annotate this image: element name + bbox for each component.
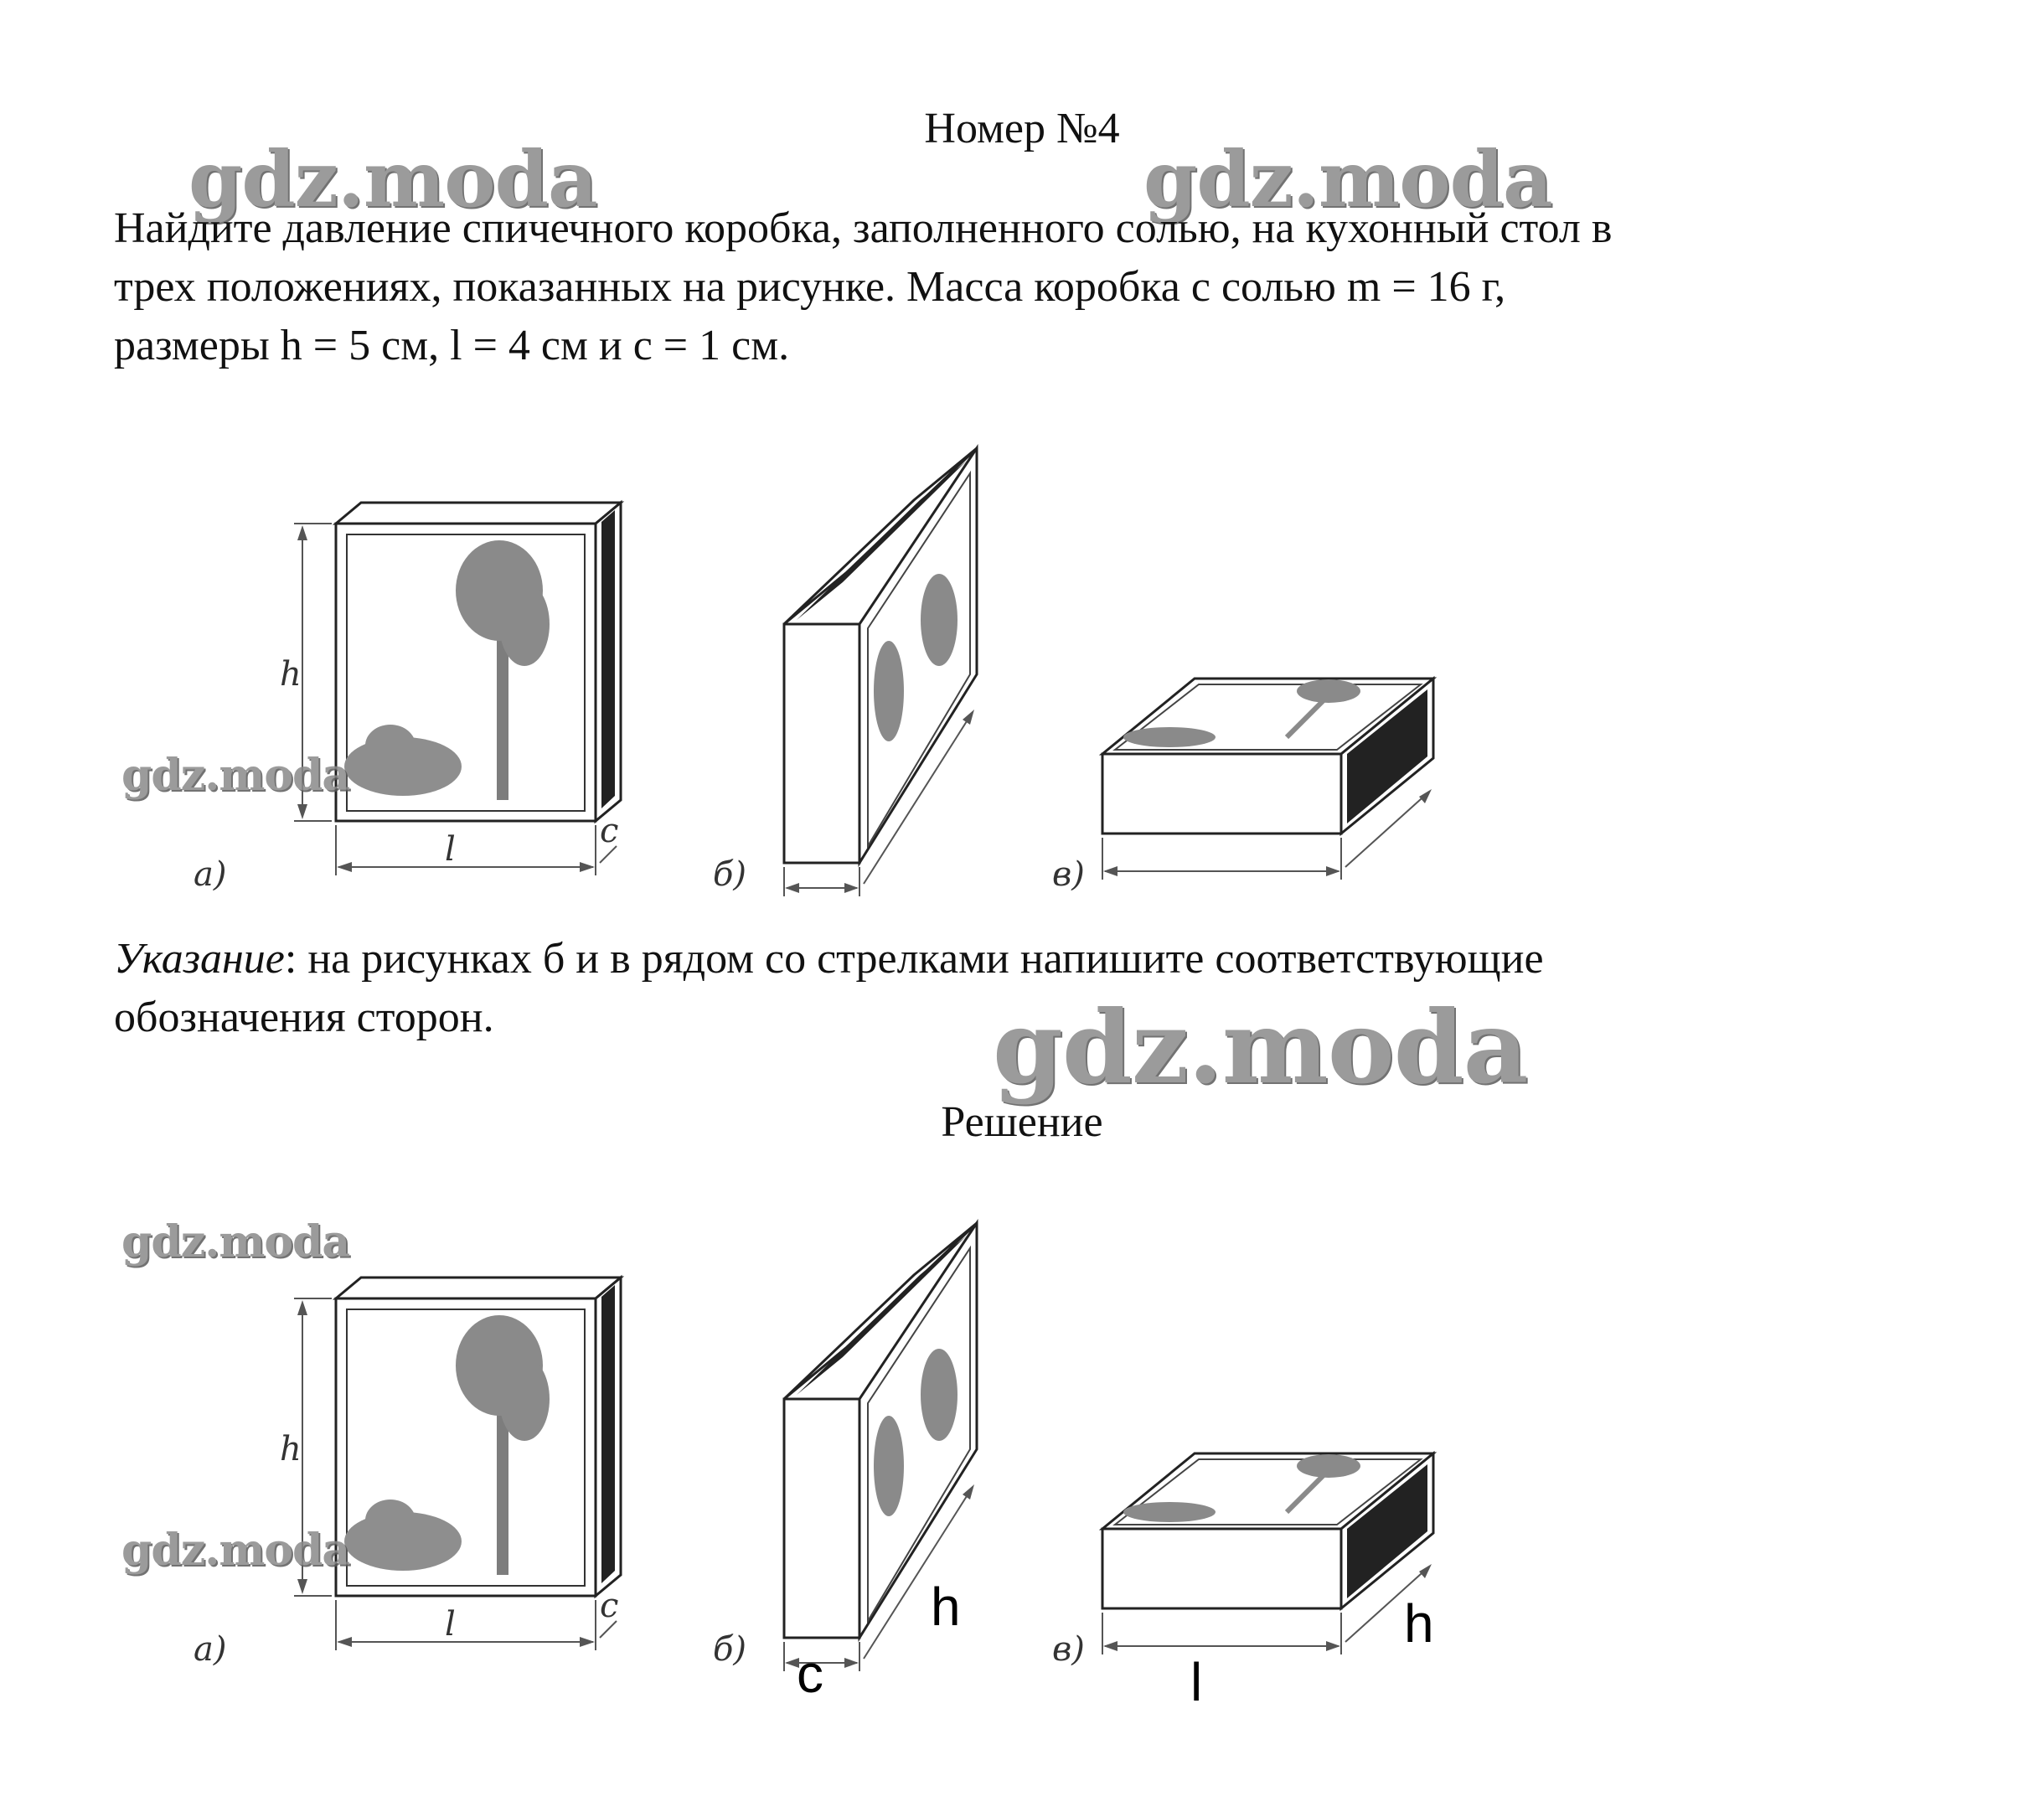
answer-b-bottom: c [797,1644,823,1701]
problem-figure [114,423,1521,926]
hint-line: : на рисунках б и в рядом со стрелками напишите соответствующие [284,935,1544,983]
watermark: gdz.moda [993,989,1528,1107]
label-v: в) [1052,1630,1085,1669]
problem-line: размеры h = 5 см, l = 4 см и c = 1 см. [114,322,790,369]
page-title: Номер №4 [924,105,1120,152]
label-v: в) [1052,855,1085,894]
box-c [1102,679,1433,880]
watermark: gdz.moda [1143,134,1552,225]
hint-label: Указание [114,935,285,983]
box-b [784,448,977,896]
label-l: l [445,1605,456,1644]
box-a [294,1278,621,1650]
label-l: l [445,830,456,869]
label-a: а) [194,1630,227,1669]
watermark: gdz.moda [121,1216,350,1267]
answer-b-side: h [931,1577,961,1637]
solution-figure [114,1198,1521,1701]
watermark: gdz.moda [188,134,597,225]
matchbox-diagram [114,423,1521,926]
box-c [1102,1453,1433,1654]
matchbox-diagram-solution [114,1198,1521,1701]
answer-c-bottom: l [1190,1652,1203,1701]
problem-line: Найдите давление спичечного коробка, заполненного солью, на кухонный стол в [114,204,1613,252]
box-a [294,503,621,875]
watermark: gdz.moda [121,1525,350,1576]
solution-title: Решение [941,1098,1103,1146]
label-h: h [280,655,302,694]
label-a: а) [194,855,227,894]
label-c: c [600,812,619,850]
watermark: gdz.moda [121,750,350,801]
label-h: h [280,1430,302,1469]
label-b: б) [713,1630,747,1669]
problem-text [114,199,1957,375]
label-c: c [600,1587,619,1625]
problem-line: трех положениях, показанных на рисунке. Масса коробка с солью m = 16 г, [114,263,1506,311]
answer-c-side: h [1404,1593,1434,1654]
hint-line: обозначения сторон. [114,994,494,1041]
label-b: б) [713,855,747,894]
